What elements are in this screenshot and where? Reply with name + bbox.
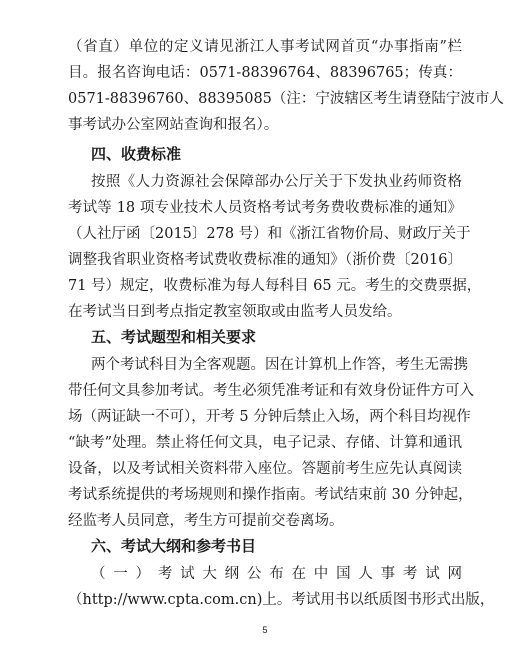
- text-line: 在考试当日到考点指定教室领取或由监考人员发给。: [68, 304, 402, 320]
- text-line: （一）考试大纲公布在中国人事考试网: [91, 566, 462, 582]
- section-heading-fees: 四、收费标准: [91, 145, 182, 163]
- text-line: 两个考试科目为全客观题。因在计算机上作答，考生无需携: [91, 357, 468, 373]
- text-line: 考试等 18 项专业技术人员资格考试考务费收费标准的通知》: [68, 200, 462, 216]
- section-heading-syllabus: 六、考试大纲和参考书目: [91, 537, 257, 555]
- text-line: 71 号）规定，收费标准为每人每科目 65 元。考生的交费票据，: [68, 278, 482, 294]
- text-line: 0571-88396760、88395085（注：宁波辖区考生请登陆宁波市人: [68, 91, 504, 107]
- text-line: 经监考人员同意，考生方可提前交卷离场。: [68, 513, 344, 529]
- text-line: 带任何文具参加考试。考生必须凭准考证和有效身份证件方可入: [68, 383, 474, 399]
- text-line: 考试系统提供的考场规则和操作指南。考试结束前 30 分钟起，: [68, 487, 473, 503]
- text-line: 事考试办公室网站查询和报名）。: [68, 117, 279, 133]
- text-line: “缺考”处理。禁止将任何文具，电子记录、存储、计算和通讯: [68, 435, 462, 451]
- page-number: 5: [262, 625, 268, 635]
- text-line: 按照《人力资源社会保障部办公厅关于下发执业药师资格: [91, 174, 462, 190]
- text-line: 目。报名咨询电话：0571-88396764、88396765；传真：: [68, 65, 462, 81]
- text-line: （省直）单位的定义请见浙江人事考试网首页“办事指南”栏: [68, 39, 462, 55]
- text-line: （人社厅函〔2015〕278 号）和《浙江省物价局、财政厅关于: [68, 226, 471, 242]
- text-line: 场（两证缺一不可），开考 5 分钟后禁止入场，两个科目均视作: [68, 409, 471, 425]
- text-line: 设备，以及考试相关资料带入座位。答题前考生应先认真阅读: [68, 461, 462, 477]
- section-heading-exam-format: 五、考试题型和相关要求: [91, 328, 257, 346]
- text-line: （http://www.cpta.com.cn)上。考试用书以纸质图书形式出版，: [68, 592, 495, 608]
- text-line: 调整我省职业资格考试费收费标准的通知》（浙价费〔2016〕: [68, 252, 462, 268]
